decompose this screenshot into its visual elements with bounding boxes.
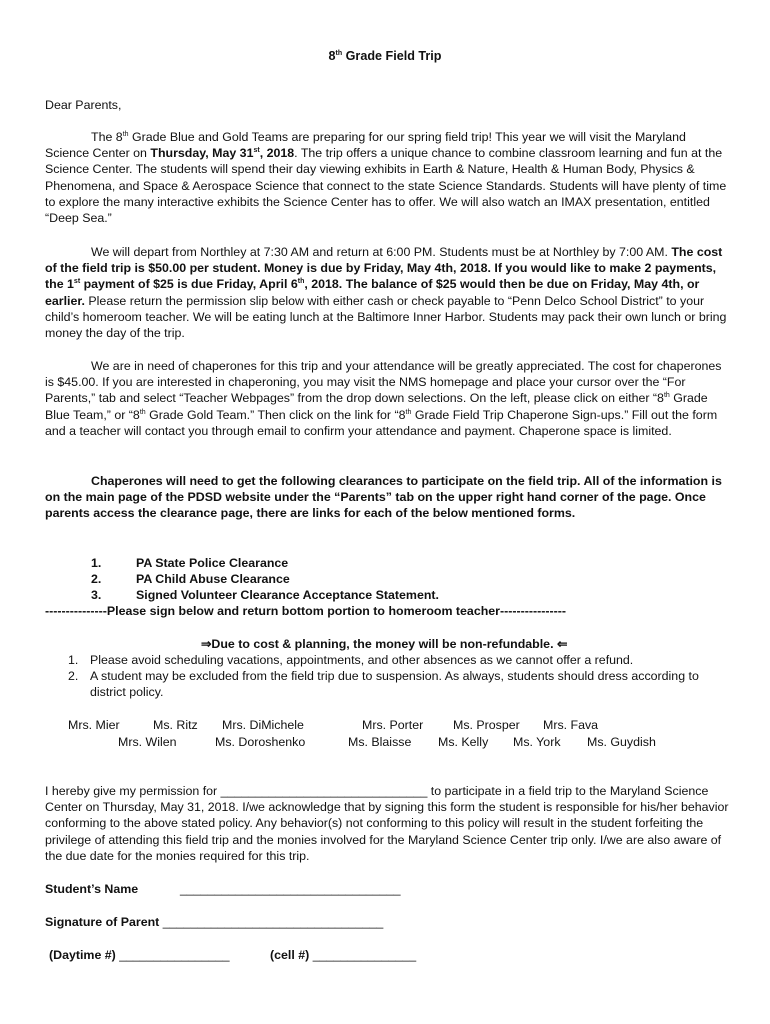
teacher-name: Ms. Prosper: [453, 718, 520, 732]
teacher-name: Ms. Guydish: [587, 735, 656, 749]
clearances-paragraph: Chaperones will need to get the following clearances to participate on the field trip. All of the information is on the main page of the PDSD website under the “Parents” tab on the upper right hand corner of the page. Once parents access the clearance page, there are links for each of the below mentioned forms.: [45, 474, 722, 521]
daytime-phone-label: (Daytime #) ________________: [49, 948, 230, 962]
page-title: 8th Grade Field Trip: [328, 49, 442, 63]
cell-phone-field[interactable]: _______________: [312, 948, 417, 962]
teacher-name: Ms. York: [513, 735, 561, 749]
daytime-phone-field[interactable]: ________________: [119, 948, 230, 962]
salutation: Dear Parents,: [45, 98, 122, 112]
clearance-item: PA State Police Clearance: [136, 556, 289, 570]
student-name-label: Student’s Name: [45, 882, 139, 896]
schedule-cost-paragraph: We will depart from Northley at 7:30 AM and return at 6:00 PM. Students must be at Northley by 7:00 AM. The cost of the field trip is $50.00 per student. Money is due by Friday, May 4th, 2018. If you would like to make 2 payments, the 1st payment of $25 is due Friday, April 6th, 2018. The balance of $25 would then be due on Friday, May 4th, or earlier. Please return the permission slip below with either cash or check payable to “Penn Delco School District” to your child’s homeroom teacher. We will be eating lunch at the Baltimore Inner Harbor. Students may pack their own lunch or bring money the day of the trip.: [45, 245, 727, 341]
parent-signature-label: Signature of Parent ________________________________: [45, 915, 384, 929]
parent-signature-field[interactable]: ________________________________: [162, 915, 384, 929]
cell-phone-label: (cell #) _______________: [270, 948, 417, 962]
clearance-item: Signed Volunteer Clearance Acceptance Statement.: [136, 588, 439, 602]
teacher-name: Mrs. Fava: [543, 718, 599, 732]
permission-paragraph: I hereby give my permission for ______________________________ to participate in a field trip to the Maryland Science Center on Thursday, May 31, 2018. I/we acknowledge that by signing this form the student is responsible for his/her behavior conforming to the above stated policy. Any behavior(s) not conforming to this policy will result in the student forfeiting the privilege of attending this field trip and the monies involved for the Maryland Science Center trip only. I/we are also aware of the due date for the monies required for this trip.: [45, 784, 729, 863]
student-name-field[interactable]: ________________________________: [180, 882, 401, 896]
student-name-blank[interactable]: ______________________________: [220, 784, 428, 798]
teacher-name: Ms. Blaisse: [348, 735, 412, 749]
teacher-name: Mrs. Wilen: [118, 735, 177, 749]
teacher-name: Mrs. Porter: [362, 718, 424, 732]
teacher-name: Ms. Doroshenko: [215, 735, 306, 749]
chaperone-paragraph: We are in need of chaperones for this trip and your attendance will be greatly appreciated. The cost for chaperones is $45.00. If you are interested in chaperoning, you may visit the NMS homepage and place your cursor over the “For Parents,” tab and select “Teacher Webpages” from the drop down selections. On the left, please click on either “8th Grade Blue Team,” or “8th Grade Gold Team.” Then click on the link for “8th Grade Field Trip Chaperone Sign-ups.” Fill out the form and a teacher will contact you through email to confirm your attendance and payment. Chaperone space is limited.: [45, 359, 722, 438]
clearance-number: 3.: [91, 588, 102, 602]
teacher-name: Ms. Kelly: [438, 735, 489, 749]
clearance-number: 1.: [91, 556, 102, 570]
clearance-number: 2.: [91, 572, 102, 586]
intro-paragraph: The 8th Grade Blue and Gold Teams are preparing for our spring field trip! This year we will visit the Maryland Science Center on Thursday, May 31st, 2018. The trip offers a unique chance to combine classroom learning and fun at the Science Center. The students will spend their day viewing exhibits in Earth & Nature, Health & Human Body, Physics & Phenomena, and Space & Aerospace Science that connect to the state Science Standards. Students will have plenty of time to explore the many interactive exhibits the Science Center has to offer. We will also watch an IMAX presentation, entitled “Deep Sea.”: [45, 130, 727, 226]
policy-item: 2. A student may be excluded from the field trip due to suspension. As always, students should dress according to district policy.: [68, 669, 699, 700]
policy-item: 1. Please avoid scheduling vacations, appointments, and other absences as we cannot offer a refund.: [68, 653, 634, 667]
clearance-item: PA Child Abuse Clearance: [136, 572, 290, 586]
refund-notice: ⇒Due to cost & planning, the money will be non-refundable. ⇐: [201, 637, 568, 651]
cut-line: ---------------Please sign below and return bottom portion to homeroom teacher----------------: [45, 604, 567, 618]
teacher-name: Mrs. DiMichele: [222, 718, 304, 732]
teacher-name: Mrs. Mier: [68, 718, 120, 732]
teacher-name: Ms. Ritz: [153, 718, 198, 732]
